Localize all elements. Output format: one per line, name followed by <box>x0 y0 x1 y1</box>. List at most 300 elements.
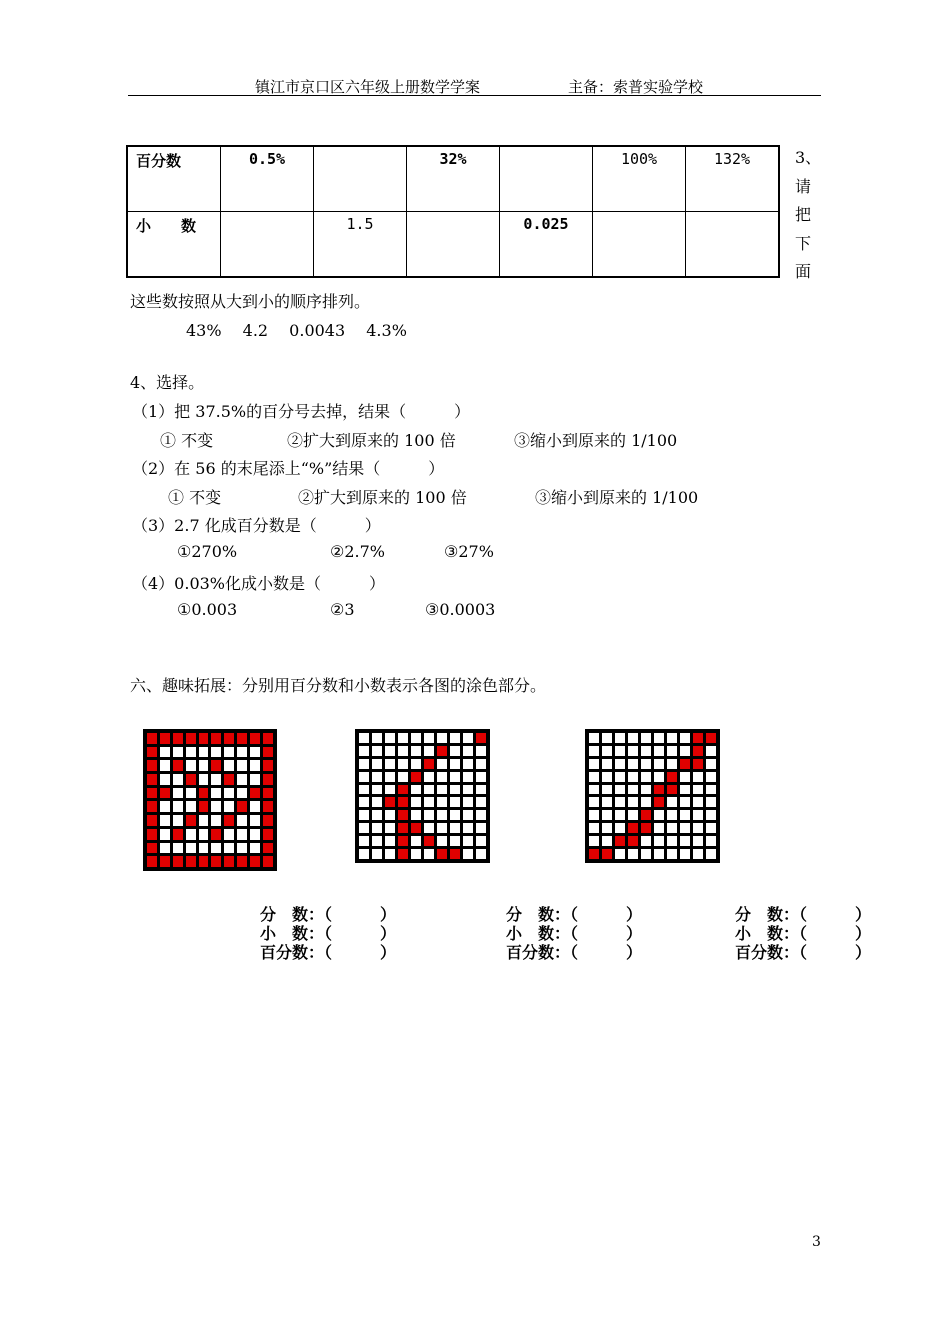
blank-cell <box>641 733 651 743</box>
page-header <box>128 76 821 96</box>
shaded-cell <box>211 733 221 744</box>
blank-cell <box>411 797 421 807</box>
blank-cell <box>706 759 716 769</box>
table-cell[interactable] <box>593 212 686 278</box>
blank-cell <box>589 823 599 833</box>
blank-cell <box>372 759 382 769</box>
blank-cell <box>424 810 434 820</box>
blank-cell <box>160 760 170 771</box>
blank-cell <box>186 843 196 854</box>
blank-cell <box>589 759 599 769</box>
blank-cell <box>224 788 234 799</box>
blank-cell <box>372 797 382 807</box>
q3-text: 这些数按照从大到小的顺序排列。 <box>130 292 371 311</box>
blank-cell <box>160 815 170 826</box>
blank-cell <box>224 801 234 812</box>
blank-cell <box>628 746 638 756</box>
blank-cell <box>602 759 612 769</box>
shaded-cell <box>147 815 157 826</box>
shaded-cell <box>160 788 170 799</box>
page-number: 3 <box>812 1234 821 1250</box>
blank-cell <box>680 810 690 820</box>
blank-cell <box>476 797 486 807</box>
blank-cell <box>463 823 473 833</box>
blank-cell <box>199 747 209 758</box>
shaded-cell <box>693 746 703 756</box>
blank-cell <box>211 774 221 785</box>
blank-cell <box>463 785 473 795</box>
blank-cell <box>385 810 395 820</box>
table-cell[interactable] <box>500 146 593 212</box>
blank-cell <box>224 760 234 771</box>
shaded-cell <box>693 759 703 769</box>
blank-cell <box>654 810 664 820</box>
side-char: 面 <box>795 262 812 281</box>
blank-cell <box>602 785 612 795</box>
shaded-cell <box>250 788 260 799</box>
blank-cell <box>450 810 460 820</box>
blank-cell <box>602 823 612 833</box>
blank-cell <box>476 746 486 756</box>
blank-cell <box>450 797 460 807</box>
blank-cell <box>199 774 209 785</box>
blank-cell <box>211 747 221 758</box>
option[interactable]: ③缩小到原来的 1/100 <box>535 488 699 507</box>
shaded-cell <box>263 788 273 799</box>
blank-cell <box>211 815 221 826</box>
shaded-cell <box>263 801 273 812</box>
blank-cell <box>173 788 183 799</box>
shaded-cell <box>706 733 716 743</box>
table-cell: 100% <box>593 146 686 212</box>
blank-cell <box>424 746 434 756</box>
shaded-cell <box>263 815 273 826</box>
blank-cell <box>398 759 408 769</box>
blank-cell <box>411 849 421 859</box>
shaded-cell <box>211 856 221 867</box>
blank-cell <box>628 772 638 782</box>
table-cell: 0.025 <box>500 212 593 278</box>
blank-cell <box>450 836 460 846</box>
blank-cell <box>250 801 260 812</box>
side-char: 下 <box>795 233 812 253</box>
answer-decimal[interactable]: 小 数：（ ） <box>506 924 643 943</box>
shaded-cell <box>398 849 408 859</box>
shaded-cell <box>186 774 196 785</box>
answers-grid-2 <box>506 905 642 962</box>
blank-cell <box>641 746 651 756</box>
blank-cell <box>411 836 421 846</box>
shaded-cell <box>224 815 234 826</box>
blank-cell <box>450 823 460 833</box>
blank-cell <box>211 788 221 799</box>
option[interactable]: ②2.7% <box>330 542 385 561</box>
blank-cell <box>186 760 196 771</box>
shaded-cell <box>186 733 196 744</box>
blank-cell <box>250 747 260 758</box>
table-cell: 132% <box>686 146 780 212</box>
shaded-cell <box>628 836 638 846</box>
blank-cell <box>424 849 434 859</box>
option[interactable]: ③0.0003 <box>425 600 496 619</box>
answer-percent[interactable]: 百分数：（ ） <box>735 943 872 962</box>
shaded-cell <box>641 823 651 833</box>
blank-cell <box>173 801 183 812</box>
shaded-cell <box>615 836 625 846</box>
shaded-cell <box>437 746 447 756</box>
table-cell: 1.5 <box>314 212 407 278</box>
blank-cell <box>372 810 382 820</box>
blank-cell <box>693 823 703 833</box>
blank-cell <box>589 785 599 795</box>
blank-cell <box>411 810 421 820</box>
shaded-cell <box>398 785 408 795</box>
header-title: 镇江市京口区六年级上册数学学案 <box>255 78 481 96</box>
shaded-cell <box>263 856 273 867</box>
row-label-percent: 百分数 <box>127 146 221 212</box>
option[interactable]: ① 不变 <box>160 431 214 450</box>
blank-cell <box>628 797 638 807</box>
blank-cell <box>450 772 460 782</box>
blank-cell <box>186 788 196 799</box>
blank-cell <box>199 843 209 854</box>
blank-cell <box>654 746 664 756</box>
shaded-cell <box>199 788 209 799</box>
q3-side-text <box>795 144 825 287</box>
shaded-cell <box>667 785 677 795</box>
blank-cell <box>667 746 677 756</box>
blank-cell <box>589 797 599 807</box>
blank-cell <box>476 823 486 833</box>
option[interactable]: ①0.003 <box>177 600 238 619</box>
blank-cell <box>385 849 395 859</box>
blank-cell <box>199 760 209 771</box>
shaded-cell <box>398 810 408 820</box>
blank-cell <box>463 836 473 846</box>
blank-cell <box>654 733 664 743</box>
answer-percent[interactable]: 百分数：（ ） <box>260 943 397 962</box>
shaded-cell <box>641 810 651 820</box>
blank-cell <box>450 733 460 743</box>
blank-cell <box>450 785 460 795</box>
blank-cell <box>602 836 612 846</box>
blank-cell <box>589 836 599 846</box>
blank-cell <box>693 849 703 859</box>
blank-cell <box>359 772 369 782</box>
shaded-cell <box>147 856 157 867</box>
section6-title: 六、趣味拓展：分别用百分数和小数表示各图的涂色部分。 <box>130 676 547 695</box>
option[interactable]: ③27% <box>444 542 494 561</box>
shaded-cell <box>147 788 157 799</box>
blank-cell <box>680 797 690 807</box>
blank-cell <box>250 774 260 785</box>
blank-cell <box>211 843 221 854</box>
blank-cell <box>424 733 434 743</box>
blank-cell <box>602 746 612 756</box>
blank-cell <box>615 810 625 820</box>
blank-cell <box>654 849 664 859</box>
blank-cell <box>463 772 473 782</box>
blank-cell <box>680 823 690 833</box>
blank-cell <box>437 810 447 820</box>
side-char: 把 <box>795 205 812 224</box>
blank-cell <box>250 843 260 854</box>
blank-cell <box>411 733 421 743</box>
blank-cell <box>250 760 260 771</box>
shaded-cell <box>385 797 395 807</box>
shaded-cell <box>450 849 460 859</box>
answer-decimal[interactable]: 小 数：（ ） <box>260 924 397 943</box>
q4-item-1: （1）把 37.5%的百分号去掉，结果（ ） <box>132 402 471 421</box>
blank-cell <box>706 746 716 756</box>
header-author: 主备：索普实验学校 <box>568 78 704 96</box>
blank-cell <box>437 823 447 833</box>
blank-cell <box>173 774 183 785</box>
option[interactable]: ②扩大到原来的 100 倍 <box>298 488 467 507</box>
blank-cell <box>173 747 183 758</box>
blank-cell <box>641 772 651 782</box>
blank-cell <box>615 823 625 833</box>
blank-cell <box>385 759 395 769</box>
shaded-cell <box>654 797 664 807</box>
blank-cell <box>628 759 638 769</box>
row-label-decimal: 小 数 <box>127 212 221 278</box>
blank-cell <box>602 772 612 782</box>
answers-grid-3 <box>735 905 871 962</box>
blank-cell <box>385 836 395 846</box>
blank-cell <box>476 836 486 846</box>
shaded-cell <box>199 733 209 744</box>
blank-cell <box>199 815 209 826</box>
blank-cell <box>237 815 247 826</box>
shaded-cell <box>173 760 183 771</box>
blank-cell <box>693 797 703 807</box>
blank-cell <box>224 747 234 758</box>
blank-cell <box>359 746 369 756</box>
blank-cell <box>160 843 170 854</box>
option[interactable]: ②3 <box>330 600 355 619</box>
shaded-cell <box>147 760 157 771</box>
blank-cell <box>385 823 395 833</box>
shaded-grid-2 <box>355 729 490 863</box>
blank-cell <box>641 797 651 807</box>
option[interactable]: ③缩小到原来的 1/100 <box>514 431 678 450</box>
shaded-cell <box>693 733 703 743</box>
shaded-cell <box>263 747 273 758</box>
answer-percent[interactable]: 百分数：（ ） <box>506 943 643 962</box>
conversion-table <box>126 145 780 278</box>
q4-options-4 <box>0 600 950 622</box>
shaded-cell <box>160 856 170 867</box>
shaded-cell <box>437 849 447 859</box>
blank-cell <box>615 797 625 807</box>
shaded-cell <box>147 747 157 758</box>
blank-cell <box>680 849 690 859</box>
blank-cell <box>476 785 486 795</box>
shaded-cell <box>160 733 170 744</box>
shaded-cell <box>237 856 247 867</box>
blank-cell <box>589 772 599 782</box>
blank-cell <box>693 785 703 795</box>
blank-cell <box>654 836 664 846</box>
blank-cell <box>437 733 447 743</box>
blank-cell <box>463 849 473 859</box>
shaded-cell <box>424 759 434 769</box>
blank-cell <box>437 785 447 795</box>
blank-cell <box>476 849 486 859</box>
option[interactable]: ②扩大到原来的 100 倍 <box>287 431 456 450</box>
answer-fraction[interactable]: 分 数：（ ） <box>506 905 643 924</box>
blank-cell <box>199 829 209 840</box>
table-cell: 0.5% <box>221 146 314 212</box>
blank-cell <box>359 810 369 820</box>
blank-cell <box>160 801 170 812</box>
blank-cell <box>589 746 599 756</box>
blank-cell <box>654 823 664 833</box>
shaded-cell <box>173 829 183 840</box>
blank-cell <box>654 772 664 782</box>
blank-cell <box>411 746 421 756</box>
blank-cell <box>173 815 183 826</box>
answer-fraction[interactable]: 分 数：（ ） <box>260 905 397 924</box>
blank-cell <box>641 849 651 859</box>
blank-cell <box>615 849 625 859</box>
blank-cell <box>186 829 196 840</box>
q4-item-2: （2）在 56 的末尾添上“%”结果（ ） <box>132 459 445 478</box>
blank-cell <box>398 772 408 782</box>
answer-fraction[interactable]: 分 数：（ ） <box>735 905 872 924</box>
blank-cell <box>372 836 382 846</box>
answers-grid-1 <box>260 905 396 962</box>
blank-cell <box>186 747 196 758</box>
blank-cell <box>237 829 247 840</box>
shaded-cell <box>411 823 421 833</box>
blank-cell <box>628 810 638 820</box>
blank-cell <box>463 759 473 769</box>
table-cell[interactable] <box>407 212 500 278</box>
blank-cell <box>411 759 421 769</box>
blank-cell <box>160 747 170 758</box>
blank-cell <box>641 836 651 846</box>
blank-cell <box>398 746 408 756</box>
blank-cell <box>680 772 690 782</box>
option[interactable]: ①270% <box>177 542 238 561</box>
blank-cell <box>667 759 677 769</box>
blank-cell <box>602 733 612 743</box>
blank-cell <box>160 774 170 785</box>
blank-cell <box>372 849 382 859</box>
shaded-cell <box>173 856 183 867</box>
blank-cell <box>641 759 651 769</box>
blank-cell <box>359 849 369 859</box>
shaded-cell <box>224 774 234 785</box>
shaded-cell <box>147 843 157 854</box>
option[interactable]: ① 不变 <box>168 488 222 507</box>
shaded-cell <box>589 849 599 859</box>
shaded-cell <box>173 733 183 744</box>
shaded-cell <box>250 856 260 867</box>
shaded-cell <box>263 733 273 744</box>
blank-cell <box>706 772 716 782</box>
table-cell: 32% <box>407 146 500 212</box>
blank-cell <box>424 772 434 782</box>
blank-cell <box>237 788 247 799</box>
shaded-cell <box>250 733 260 744</box>
shaded-cell <box>398 797 408 807</box>
blank-cell <box>237 774 247 785</box>
blank-cell <box>372 733 382 743</box>
table-cell[interactable] <box>686 212 780 278</box>
blank-cell <box>160 829 170 840</box>
shaded-cell <box>199 856 209 867</box>
side-char: 3、 <box>795 148 822 167</box>
blank-cell <box>237 843 247 854</box>
shaded-cell <box>398 836 408 846</box>
blank-cell <box>602 810 612 820</box>
blank-cell <box>680 785 690 795</box>
shaded-cell <box>654 785 664 795</box>
blank-cell <box>706 849 716 859</box>
table-cell[interactable] <box>221 212 314 278</box>
q4-title: 4、选择。 <box>130 373 205 392</box>
blank-cell <box>359 785 369 795</box>
blank-cell <box>450 746 460 756</box>
q4-item-3: （3）2.7 化成百分数是（ ） <box>132 516 381 535</box>
blank-cell <box>437 759 447 769</box>
blank-cell <box>450 759 460 769</box>
blank-cell <box>359 836 369 846</box>
blank-cell <box>602 797 612 807</box>
blank-cell <box>667 836 677 846</box>
blank-cell <box>186 801 196 812</box>
blank-cell <box>615 733 625 743</box>
shaded-cell <box>211 829 221 840</box>
shaded-cell <box>199 801 209 812</box>
blank-cell <box>359 759 369 769</box>
blank-cell <box>173 843 183 854</box>
blank-cell <box>615 772 625 782</box>
blank-cell <box>437 797 447 807</box>
table-cell[interactable] <box>314 146 407 212</box>
shaded-cell <box>680 759 690 769</box>
blank-cell <box>667 733 677 743</box>
answer-decimal[interactable]: 小 数：（ ） <box>735 924 872 943</box>
blank-cell <box>589 810 599 820</box>
blank-cell <box>476 772 486 782</box>
blank-cell <box>667 810 677 820</box>
blank-cell <box>693 810 703 820</box>
blank-cell <box>385 772 395 782</box>
blank-cell <box>680 733 690 743</box>
blank-cell <box>463 746 473 756</box>
blank-cell <box>211 801 221 812</box>
shaded-cell <box>237 733 247 744</box>
shaded-cell <box>263 774 273 785</box>
blank-cell <box>706 836 716 846</box>
blank-cell <box>615 746 625 756</box>
blank-cell <box>424 785 434 795</box>
blank-cell <box>424 797 434 807</box>
shaded-cell <box>476 733 486 743</box>
shaded-cell <box>424 836 434 846</box>
blank-cell <box>250 829 260 840</box>
shaded-cell <box>186 815 196 826</box>
table-row <box>127 146 779 212</box>
blank-cell <box>237 760 247 771</box>
shaded-cell <box>224 733 234 744</box>
shaded-cell <box>602 849 612 859</box>
blank-cell <box>385 746 395 756</box>
